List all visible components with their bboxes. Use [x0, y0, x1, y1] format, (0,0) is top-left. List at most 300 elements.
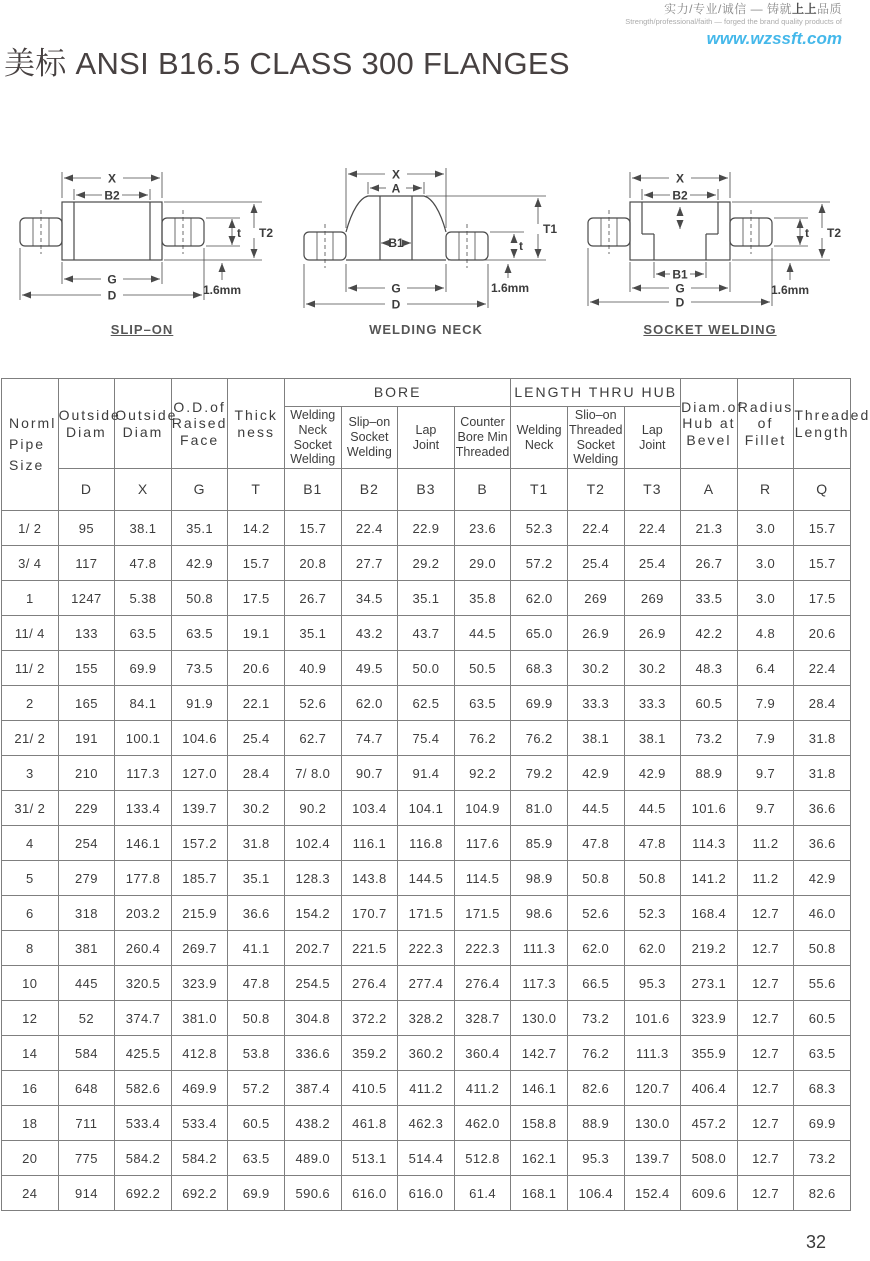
- value-cell: 775: [58, 1141, 115, 1176]
- value-cell: 101.6: [681, 791, 738, 826]
- value-cell: 117.3: [115, 756, 172, 791]
- value-cell: 43.2: [341, 616, 398, 651]
- value-cell: 38.1: [567, 721, 624, 756]
- value-cell: 103.4: [341, 791, 398, 826]
- header-hub-t3: Lap Joint: [624, 407, 681, 469]
- value-cell: 60.5: [794, 1001, 851, 1036]
- dim-label-a: A: [391, 181, 401, 196]
- value-cell: 7.9: [737, 686, 794, 721]
- value-cell: 12.7: [737, 1001, 794, 1036]
- value-cell: 62.0: [567, 931, 624, 966]
- table-row: [2, 966, 851, 1001]
- value-cell: 114.3: [681, 826, 738, 861]
- value-cell: 177.8: [115, 861, 172, 896]
- dim-label-d: D: [107, 288, 117, 303]
- value-cell: 584: [58, 1036, 115, 1071]
- value-cell: 92.2: [454, 756, 511, 791]
- table-body: [2, 511, 851, 1211]
- brand-header: [625, 2, 842, 50]
- pipe-size-cell: 12: [2, 1001, 59, 1036]
- dim-label-x: X: [107, 171, 117, 186]
- value-cell: 425.5: [115, 1036, 172, 1071]
- header-outside-diam-x: Outside Diam: [115, 379, 172, 469]
- dim-label-b1: B1: [672, 267, 688, 282]
- value-cell: 360.4: [454, 1036, 511, 1071]
- value-cell: 82.6: [794, 1176, 851, 1211]
- dim-label-d: D: [675, 295, 685, 310]
- table-row: [2, 896, 851, 931]
- value-cell: 22.4: [624, 511, 681, 546]
- flange-dimensions-table: [1, 378, 870, 1211]
- value-cell: 320.5: [115, 966, 172, 1001]
- value-cell: 111.3: [511, 931, 568, 966]
- slip-on-drawing: [0, 148, 284, 320]
- value-cell: 52.3: [511, 511, 568, 546]
- value-cell: 62.0: [624, 931, 681, 966]
- value-cell: 104.6: [171, 721, 228, 756]
- value-cell: 222.3: [398, 931, 455, 966]
- value-cell: 141.2: [681, 861, 738, 896]
- dim-label-x: X: [391, 167, 401, 182]
- dim-label-g: G: [391, 281, 401, 296]
- pipe-size-cell: 11/ 4: [2, 616, 59, 651]
- value-cell: 76.2: [511, 721, 568, 756]
- value-cell: 69.9: [228, 1176, 285, 1211]
- brand-slogan-zh-bold: 上上: [791, 2, 817, 16]
- pipe-size-cell: 18: [2, 1106, 59, 1141]
- header-bore-b2: Slip–on Socket Welding: [341, 407, 398, 469]
- value-cell: 269: [567, 581, 624, 616]
- table-row: [2, 1141, 851, 1176]
- dim-label-x: X: [675, 171, 685, 186]
- value-cell: 20.6: [228, 651, 285, 686]
- value-cell: 84.1: [115, 686, 172, 721]
- value-cell: 328.2: [398, 1001, 455, 1036]
- value-cell: 412.8: [171, 1036, 228, 1071]
- value-cell: 61.4: [454, 1176, 511, 1211]
- value-cell: 3.0: [737, 581, 794, 616]
- value-cell: 27.7: [341, 546, 398, 581]
- symbol-b2: B2: [341, 469, 398, 511]
- value-cell: 3.0: [737, 511, 794, 546]
- header-od-raised-face: O.D.of Raised Face: [171, 379, 228, 469]
- value-cell: 63.5: [454, 686, 511, 721]
- value-cell: 29.2: [398, 546, 455, 581]
- value-cell: 55.6: [794, 966, 851, 1001]
- value-cell: 35.1: [228, 861, 285, 896]
- dim-label-g: G: [675, 281, 685, 296]
- value-cell: 19.1: [228, 616, 285, 651]
- value-cell: 90.7: [341, 756, 398, 791]
- value-cell: 146.1: [115, 826, 172, 861]
- value-cell: 50.8: [228, 1001, 285, 1036]
- dim-label-b1: B1: [388, 236, 404, 250]
- value-cell: 277.4: [398, 966, 455, 1001]
- header-thickness: Thick ness: [228, 379, 285, 469]
- value-cell: 142.7: [511, 1036, 568, 1071]
- table-row: [2, 826, 851, 861]
- table-row: [2, 686, 851, 721]
- value-cell: 133.4: [115, 791, 172, 826]
- value-cell: 42.9: [171, 546, 228, 581]
- value-cell: 117.6: [454, 826, 511, 861]
- value-cell: 609.6: [681, 1176, 738, 1211]
- value-cell: 98.9: [511, 861, 568, 896]
- symbol-a: A: [681, 469, 738, 511]
- symbol-x: X: [115, 469, 172, 511]
- flange-section: [588, 202, 772, 260]
- slip-on-diagram: [0, 148, 284, 337]
- value-cell: 15.7: [794, 511, 851, 546]
- value-cell: 95.3: [624, 966, 681, 1001]
- value-cell: 323.9: [681, 1001, 738, 1036]
- value-cell: 25.4: [624, 546, 681, 581]
- dimension-lines: [588, 172, 841, 310]
- value-cell: 88.9: [567, 1106, 624, 1141]
- header-bore-b3: Lap Joint: [398, 407, 455, 469]
- value-cell: 73.2: [794, 1141, 851, 1176]
- page-number: 32: [805, 1232, 826, 1252]
- value-cell: 35.1: [171, 511, 228, 546]
- value-cell: 130.0: [624, 1106, 681, 1141]
- value-cell: 512.8: [454, 1141, 511, 1176]
- diagram-caption-socket-welding: SOCKET WELDING: [643, 322, 777, 337]
- dim-label-raised-face: 1.6mm: [770, 283, 810, 297]
- dimension-lines: [304, 168, 557, 312]
- value-cell: 374.7: [115, 1001, 172, 1036]
- brand-slogan-en: Strength/professional/faith — forged the brand quality products of: [625, 17, 842, 27]
- dim-label-b2: B2: [672, 188, 688, 203]
- table-row: [2, 721, 851, 756]
- value-cell: 23.6: [454, 511, 511, 546]
- value-cell: 38.1: [624, 721, 681, 756]
- header-threaded-length: Threaded Length: [794, 379, 851, 469]
- value-cell: 40.9: [284, 651, 341, 686]
- value-cell: 171.5: [398, 896, 455, 931]
- value-cell: 269: [624, 581, 681, 616]
- value-cell: 47.8: [115, 546, 172, 581]
- value-cell: 52.6: [567, 896, 624, 931]
- value-cell: 116.8: [398, 826, 455, 861]
- value-cell: 28.4: [228, 756, 285, 791]
- value-cell: 584.2: [115, 1141, 172, 1176]
- brand-slogan-zh-pre: 实力/专业/诚信 — 铸就: [664, 2, 792, 16]
- value-cell: 406.4: [681, 1071, 738, 1106]
- value-cell: 30.2: [624, 651, 681, 686]
- value-cell: 162.1: [511, 1141, 568, 1176]
- value-cell: 20.8: [284, 546, 341, 581]
- pipe-size-cell: 8: [2, 931, 59, 966]
- flange-section: [20, 202, 204, 260]
- table-row: [2, 791, 851, 826]
- value-cell: 44.5: [624, 791, 681, 826]
- value-cell: 81.0: [511, 791, 568, 826]
- dim-label-t: t: [805, 226, 809, 240]
- dimension-lines: [20, 172, 273, 303]
- welding-neck-drawing: [284, 148, 568, 320]
- value-cell: 104.1: [398, 791, 455, 826]
- value-cell: 381: [58, 931, 115, 966]
- value-cell: 12.7: [737, 896, 794, 931]
- value-cell: 104.9: [454, 791, 511, 826]
- value-cell: 69.9: [511, 686, 568, 721]
- value-cell: 469.9: [171, 1071, 228, 1106]
- value-cell: 31.8: [794, 721, 851, 756]
- pipe-size-cell: 3: [2, 756, 59, 791]
- value-cell: 88.9: [681, 756, 738, 791]
- symbol-r: R: [737, 469, 794, 511]
- value-cell: 9.7: [737, 756, 794, 791]
- value-cell: 91.4: [398, 756, 455, 791]
- value-cell: 254: [58, 826, 115, 861]
- value-cell: 12.7: [737, 931, 794, 966]
- value-cell: 63.5: [171, 616, 228, 651]
- value-cell: 12.7: [737, 1176, 794, 1211]
- value-cell: 11.2: [737, 861, 794, 896]
- value-cell: 42.9: [794, 861, 851, 896]
- pipe-size-cell: 2: [2, 686, 59, 721]
- value-cell: 73.2: [681, 721, 738, 756]
- value-cell: 616.0: [398, 1176, 455, 1211]
- value-cell: 5.38: [115, 581, 172, 616]
- value-cell: 203.2: [115, 896, 172, 931]
- value-cell: 52.3: [624, 896, 681, 931]
- value-cell: 50.8: [171, 581, 228, 616]
- value-cell: 50.8: [624, 861, 681, 896]
- table-row: [2, 861, 851, 896]
- value-cell: 42.2: [681, 616, 738, 651]
- value-cell: 3.0: [737, 546, 794, 581]
- value-cell: 117.3: [511, 966, 568, 1001]
- dim-label-t2: T2: [827, 226, 842, 240]
- table-row: [2, 546, 851, 581]
- socket-welding-drawing: [568, 148, 852, 320]
- header-radius-fillet: Radius of Fillet: [737, 379, 794, 469]
- value-cell: 215.9: [171, 896, 228, 931]
- value-cell: 154.2: [284, 896, 341, 931]
- value-cell: 533.4: [115, 1106, 172, 1141]
- value-cell: 82.6: [567, 1071, 624, 1106]
- value-cell: 73.5: [171, 651, 228, 686]
- value-cell: 168.1: [511, 1176, 568, 1211]
- value-cell: 355.9: [681, 1036, 738, 1071]
- value-cell: 21.3: [681, 511, 738, 546]
- value-cell: 41.1: [228, 931, 285, 966]
- value-cell: 582.6: [115, 1071, 172, 1106]
- diagram-caption-slip-on: SLIP–ON: [110, 322, 174, 337]
- value-cell: 50.0: [398, 651, 455, 686]
- value-cell: 57.2: [511, 546, 568, 581]
- dim-label-t: t: [237, 226, 241, 240]
- header-bore-b: Counter Bore Min Threaded: [454, 407, 511, 469]
- value-cell: 273.1: [681, 966, 738, 1001]
- value-cell: 35.1: [284, 616, 341, 651]
- value-cell: 12.7: [737, 1036, 794, 1071]
- value-cell: 76.2: [454, 721, 511, 756]
- value-cell: 68.3: [511, 651, 568, 686]
- header-group-bore: BORE: [284, 379, 510, 407]
- value-cell: 116.1: [341, 826, 398, 861]
- table-row: [2, 1001, 851, 1036]
- pipe-size-cell: 5: [2, 861, 59, 896]
- table-row: [2, 511, 851, 546]
- value-cell: 63.5: [228, 1141, 285, 1176]
- pipe-size-cell: 24: [2, 1176, 59, 1211]
- value-cell: 98.6: [511, 896, 568, 931]
- value-cell: 30.2: [567, 651, 624, 686]
- value-cell: 60.5: [228, 1106, 285, 1141]
- value-cell: 22.4: [341, 511, 398, 546]
- value-cell: 62.5: [398, 686, 455, 721]
- pipe-size-cell: 16: [2, 1071, 59, 1106]
- value-cell: 47.8: [567, 826, 624, 861]
- symbol-g: G: [171, 469, 228, 511]
- value-cell: 30.2: [228, 791, 285, 826]
- value-cell: 168.4: [681, 896, 738, 931]
- value-cell: 14.2: [228, 511, 285, 546]
- value-cell: 111.3: [624, 1036, 681, 1071]
- value-cell: 304.8: [284, 1001, 341, 1036]
- value-cell: 47.8: [624, 826, 681, 861]
- header-group-length-thru-hub: LENGTH THRU HUB: [511, 379, 681, 407]
- flange-section: [304, 196, 488, 268]
- value-cell: 462.3: [398, 1106, 455, 1141]
- value-cell: 438.2: [284, 1106, 341, 1141]
- value-cell: 20.6: [794, 616, 851, 651]
- value-cell: 411.2: [454, 1071, 511, 1106]
- value-cell: 336.6: [284, 1036, 341, 1071]
- symbol-d: D: [58, 469, 115, 511]
- value-cell: 62.7: [284, 721, 341, 756]
- symbol-b3: B3: [398, 469, 455, 511]
- value-cell: 128.3: [284, 861, 341, 896]
- value-cell: 9.7: [737, 791, 794, 826]
- value-cell: 489.0: [284, 1141, 341, 1176]
- socket-welding-diagram: [568, 148, 852, 337]
- value-cell: 222.3: [454, 931, 511, 966]
- value-cell: 12.7: [737, 1071, 794, 1106]
- value-cell: 15.7: [228, 546, 285, 581]
- value-cell: 50.5: [454, 651, 511, 686]
- value-cell: 33.5: [681, 581, 738, 616]
- table-row: [2, 931, 851, 966]
- header-hub-t1: Welding Neck: [511, 407, 568, 469]
- value-cell: 202.7: [284, 931, 341, 966]
- value-cell: 36.6: [794, 826, 851, 861]
- value-cell: 229: [58, 791, 115, 826]
- value-cell: 387.4: [284, 1071, 341, 1106]
- value-cell: 25.4: [228, 721, 285, 756]
- value-cell: 90.2: [284, 791, 341, 826]
- value-cell: 139.7: [171, 791, 228, 826]
- symbol-b: B: [454, 469, 511, 511]
- value-cell: 462.0: [454, 1106, 511, 1141]
- value-cell: 260.4: [115, 931, 172, 966]
- value-cell: 692.2: [171, 1176, 228, 1211]
- flange-diagrams: [0, 148, 852, 337]
- value-cell: 185.7: [171, 861, 228, 896]
- pipe-size-cell: 31/ 2: [2, 791, 59, 826]
- dim-label-t2: T2: [259, 226, 274, 240]
- value-cell: 513.1: [341, 1141, 398, 1176]
- value-cell: 144.5: [398, 861, 455, 896]
- pipe-size-cell: 14: [2, 1036, 59, 1071]
- dim-label-d: D: [391, 297, 401, 312]
- value-cell: 33.3: [567, 686, 624, 721]
- value-cell: 254.5: [284, 966, 341, 1001]
- value-cell: 26.7: [681, 546, 738, 581]
- value-cell: 63.5: [794, 1036, 851, 1071]
- value-cell: 50.8: [794, 931, 851, 966]
- value-cell: 114.5: [454, 861, 511, 896]
- header-norml-pipe-size: Norml Pipe Size: [2, 379, 59, 511]
- value-cell: 52: [58, 1001, 115, 1036]
- value-cell: 157.2: [171, 826, 228, 861]
- symbol-q: Q: [794, 469, 851, 511]
- value-cell: 276.4: [454, 966, 511, 1001]
- value-cell: 411.2: [398, 1071, 455, 1106]
- value-cell: 158.8: [511, 1106, 568, 1141]
- value-cell: 95: [58, 511, 115, 546]
- value-cell: 584.2: [171, 1141, 228, 1176]
- value-cell: 95.3: [567, 1141, 624, 1176]
- value-cell: 4.8: [737, 616, 794, 651]
- value-cell: 130.0: [511, 1001, 568, 1036]
- pipe-size-cell: 4: [2, 826, 59, 861]
- pipe-size-cell: 21/ 2: [2, 721, 59, 756]
- value-cell: 7/ 8.0: [284, 756, 341, 791]
- value-cell: 152.4: [624, 1176, 681, 1211]
- diagram-caption-welding-neck: WELDING NECK: [369, 322, 483, 337]
- value-cell: 210: [58, 756, 115, 791]
- value-cell: 53.8: [228, 1036, 285, 1071]
- value-cell: 17.5: [228, 581, 285, 616]
- value-cell: 15.7: [284, 511, 341, 546]
- header-hub-t2: Slio–on Threaded Socket Welding: [567, 407, 624, 469]
- header-outside-diam-d: Outside Diam: [58, 379, 115, 469]
- value-cell: 12.7: [737, 966, 794, 1001]
- value-cell: 117: [58, 546, 115, 581]
- value-cell: 44.5: [454, 616, 511, 651]
- value-cell: 35.1: [398, 581, 455, 616]
- brand-slogan-zh: [625, 2, 842, 16]
- value-cell: 106.4: [567, 1176, 624, 1211]
- value-cell: 457.2: [681, 1106, 738, 1141]
- value-cell: 914: [58, 1176, 115, 1211]
- dim-label-g: G: [107, 272, 117, 287]
- value-cell: 276.4: [341, 966, 398, 1001]
- value-cell: 69.9: [115, 651, 172, 686]
- value-cell: 22.1: [228, 686, 285, 721]
- value-cell: 514.4: [398, 1141, 455, 1176]
- value-cell: 12.7: [737, 1106, 794, 1141]
- value-cell: 26.9: [567, 616, 624, 651]
- value-cell: 711: [58, 1106, 115, 1141]
- value-cell: 100.1: [115, 721, 172, 756]
- table-row: [2, 1176, 851, 1211]
- value-cell: 616.0: [341, 1176, 398, 1211]
- table-row: [2, 581, 851, 616]
- value-cell: 143.8: [341, 861, 398, 896]
- value-cell: 42.9: [624, 756, 681, 791]
- value-cell: 219.2: [681, 931, 738, 966]
- table-row: [2, 616, 851, 651]
- value-cell: 120.7: [624, 1071, 681, 1106]
- value-cell: 133: [58, 616, 115, 651]
- dim-label-b2: B2: [104, 188, 120, 203]
- value-cell: 323.9: [171, 966, 228, 1001]
- value-cell: 101.6: [624, 1001, 681, 1036]
